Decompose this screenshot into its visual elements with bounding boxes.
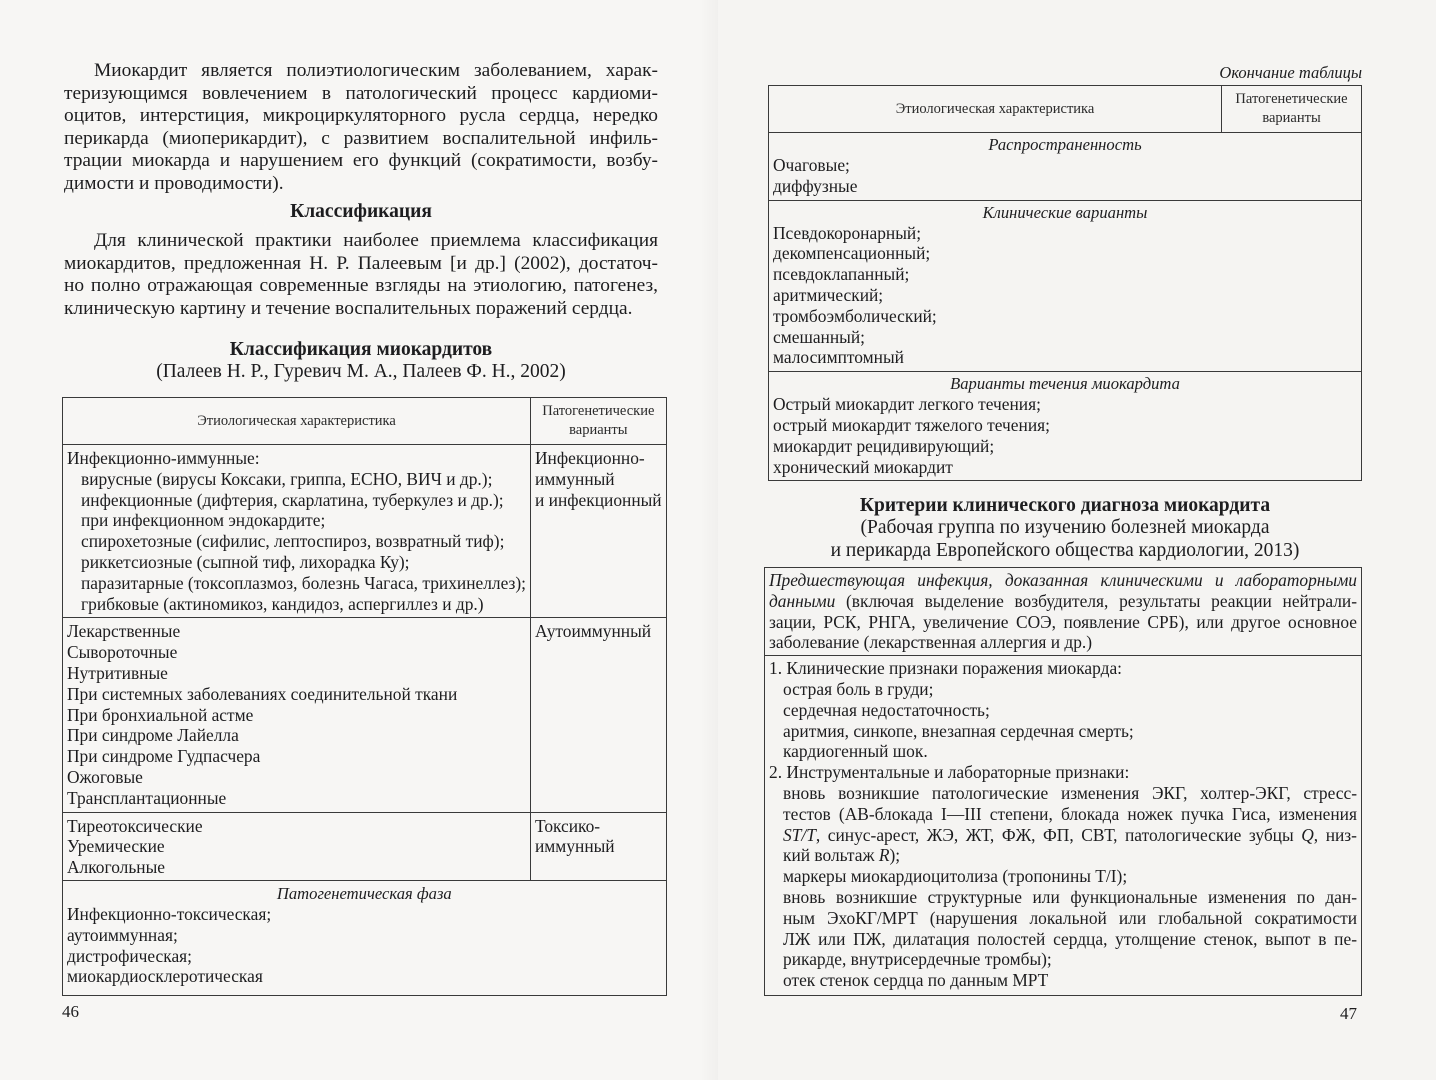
text-line: отек стенок сердца по данным МРТ [783,970,1049,991]
table-row [63,812,667,880]
section-heading: Классификация [290,201,432,222]
table-row [63,618,667,812]
text-line: Миокардит является полиэтиологическим заболеванием, харак- [94,60,658,81]
cell-line: При системных заболеваниях соединительной ткани [67,683,458,704]
text-line [769,591,1357,612]
page-number: 46 [62,1002,79,1021]
cell-line: Сывороточные [67,642,178,663]
right-page [718,0,1436,1080]
cell-line: аритмический; [773,284,884,305]
cell-line: Инфекционно-токсическая; [67,903,272,924]
text-line: ным ЭхоКГ/МРТ (нарушения локальной или глобальной сократимости [783,907,1357,928]
cell-line: Инфекционно- [535,448,645,468]
table-header-row [63,398,667,445]
table-section-row [769,372,1362,481]
cell-line: Токсико- [535,815,601,836]
cell-line: При синдроме Гудпасчера [67,746,261,767]
phase-section-cell [63,880,667,995]
variant-cell [531,618,667,812]
section-title: Клинические варианты [982,202,1148,222]
text-line: 1. Клинические признаки поражения миокарда: [769,658,1122,679]
cell-line: Псевдокоронарный; [773,222,922,243]
cell-line: При бронхиальной астме [67,704,254,725]
cell-line: грибковые (актиномикоз, кандидоз, аспергиллез и др.) [81,593,484,614]
cell-line: При синдроме Лайелла [67,725,239,746]
cell-line: тромбоэмболический; [773,305,937,326]
etiology-cell [63,812,531,880]
cell-line: и инфекционный [535,489,662,510]
italic-text: R [878,845,890,866]
text-line: тестов (АВ-блокада I—III степени, блокада ножек пучка Гиса, изменения [783,803,1357,824]
text-line: заболевание (лекарственная аллергия и др.) [769,632,1093,653]
section-cell [769,200,1362,372]
text: ); [889,845,901,866]
table-row [63,445,667,618]
section-title: Распространенность [988,135,1142,154]
cell-line: Очаговые; [773,155,850,175]
cell-line: малосимптомный [773,347,904,368]
text-line [769,825,1357,846]
classification-table [62,397,667,996]
cell-line: Острый миокардит легкого течения; [773,394,1041,415]
cell-line: смешанный; [773,326,865,347]
text-line: но полно отражающая современные взгляды на этиологию, патогенез, [64,275,658,297]
criteria-subtitle [768,517,1362,562]
etiology-cell [63,445,531,618]
cell-line: риккетсиозные (сыпной тиф, лихорадка Ку); [81,551,410,572]
text-line: сердечная недостаточность; [783,699,990,720]
text-line: маркеры миокардиоцитолиза (тропонины Т/I); [783,866,1128,887]
table-continuation-caption: Окончание таблицы [1219,63,1362,82]
text: кий вольтаж [783,845,879,866]
cell-line: Ожоговые [67,766,143,787]
classification-table-continued [768,85,1362,481]
cell-line: острый миокардит тяжелого течения; [773,414,1050,435]
italic-text: Q [1301,824,1314,845]
etiology-cell [63,618,531,812]
cell-line: вирусные (вирусы Коксаки, гриппа, ЕСНО, ВИЧ и др.); [81,468,493,489]
signs-cell [765,656,1362,996]
text-line: рикарде, внутрисердечные тромбы); [783,949,1052,970]
text-line: острая боль в груди; [783,678,934,699]
cell-line: инфекционные (дифтерия, скарлатина, туберкулез и др.); [81,489,504,510]
cell-line: Нутритивные [67,662,168,683]
text-line: аритмия, синкопе, внезапная сердечная смерть; [783,720,1134,741]
cell-line: аутоиммунная; [67,924,178,945]
text-line: теризующимся вовлечением в патологический процесс кардиоми- [64,82,658,104]
text-line: миокардитов, предложенная Н. Р. Палеевым [и др.] (2002), достаточ- [64,252,658,274]
variant-cell [531,445,667,618]
cell-line: Аутоиммунный [535,621,652,642]
cell-line: Лекарственные [67,621,181,642]
cell-line: иммунный [535,468,615,489]
italic-text: данными [769,590,836,611]
text-line: вновь возникшие патологические изменения ЭКГ, холтер-ЭКГ, стресс- [783,782,1357,803]
cell-line: спирохетозные (сифилис, лептоспироз, возвратный тиф); [81,531,505,552]
prior-infection-cell [765,568,1362,656]
text-line: Для клинической практики наиболее приемлема классификация [94,230,658,251]
criteria-row [765,656,1362,996]
criteria-table [764,567,1362,996]
text-line: кардиогенный шок. [783,741,928,762]
text-line: перикарда (миоперикардит), с развитием воспалительной инфиль- [64,127,658,149]
text-line: 2. Инструментальные и лабораторные признаки: [769,762,1130,783]
section-cell [769,372,1362,481]
header-etiology: Этиологическая характеристика [63,398,531,445]
text: (включая выделение возбудителя, результаты реакции нейтрали- [835,590,1357,611]
table-section-row [63,880,667,995]
cell-line: миокардиосклеротическая [67,966,263,987]
text-line: клиническую картину и течение воспалительных поражений сердца. [64,297,633,319]
text-line: зации, РСК, РНГА, увеличение СОЭ, появление СРБ), или другое основное [769,611,1357,632]
italic-text: ST/T [783,824,816,845]
criteria-row [765,568,1362,656]
cell-line: миокардит рецидивирующий; [773,435,995,456]
text-line: оцитов, интерстиция, микроциркуляторного русла сердца, нередко [64,105,658,127]
header-variants: Патогенетические варианты [1222,86,1362,133]
cell-line: Трансплантационные [67,787,227,808]
table-section-row [769,133,1362,201]
cell-line: дистрофическая; [67,945,193,966]
cell-line: декомпенсационный; [773,243,931,264]
cell-line: иммунный [535,836,615,857]
classification-paragraph [64,230,658,320]
subtitle-line: (Рабочая группа по изучению болезней миокарда [860,517,1270,538]
cell-line: Инфекционно-иммунные: [67,448,260,468]
text-line: ЛЖ или ПЖ, дилатация полостей сердца, утолщение стенок, выпот в пе- [783,928,1357,949]
page-number: 47 [1340,1004,1357,1023]
text-line: димости и проводимости). [64,172,284,194]
subtitle-line: и перикарда Европейского общества кардиологии, 2013) [830,539,1300,561]
criteria-title: Критерии клинического диагноза миокардита [859,495,1271,516]
cell-line: Уремические [67,836,165,857]
table-title: Классификация миокардитов [229,339,493,360]
cell-line: псевдоклапанный; [773,264,910,285]
table-section-row [769,200,1362,372]
cell-line: Тиреотоксические [67,815,203,836]
table-header-row [769,86,1362,133]
section-cell [769,133,1362,201]
text-line: Предшествующая инфекция, доказанная клиническими и лабораторными [769,570,1357,590]
cell-line: паразитарные (токсоплазмоз, болезнь Чагаса, трихинеллез); [81,572,526,593]
cell-line: хронический миокардит [773,456,953,477]
text-line: трации миокарда и нарушением его функций (сократимости, возбу- [64,150,658,172]
header-variants: Патогенетические варианты [531,398,667,445]
table-subtitle: (Палеев Н. Р., Гуревич М. А., Палеев Ф. Н., 2002) [156,361,566,382]
text: , синус-арест, ЖЭ, ЖТ, ФЖ, ФП, СВТ, патологические зубцы [815,824,1302,845]
text-line [769,845,1357,866]
text-line: вновь возникшие структурные или функциональные изменения по дан- [783,886,1357,907]
text: , низ- [1313,824,1357,845]
variant-cell [531,812,667,880]
intro-paragraph [64,60,658,196]
section-title: Варианты течения миокардита [950,374,1180,394]
cell-line: Алкогольные [67,857,165,878]
section-title: Патогенетическая фаза [276,883,452,903]
cell-line: диффузные [773,175,858,196]
cell-line: при инфекционном эндокардите; [81,510,326,531]
header-etiology: Этиологическая характеристика [769,86,1222,133]
